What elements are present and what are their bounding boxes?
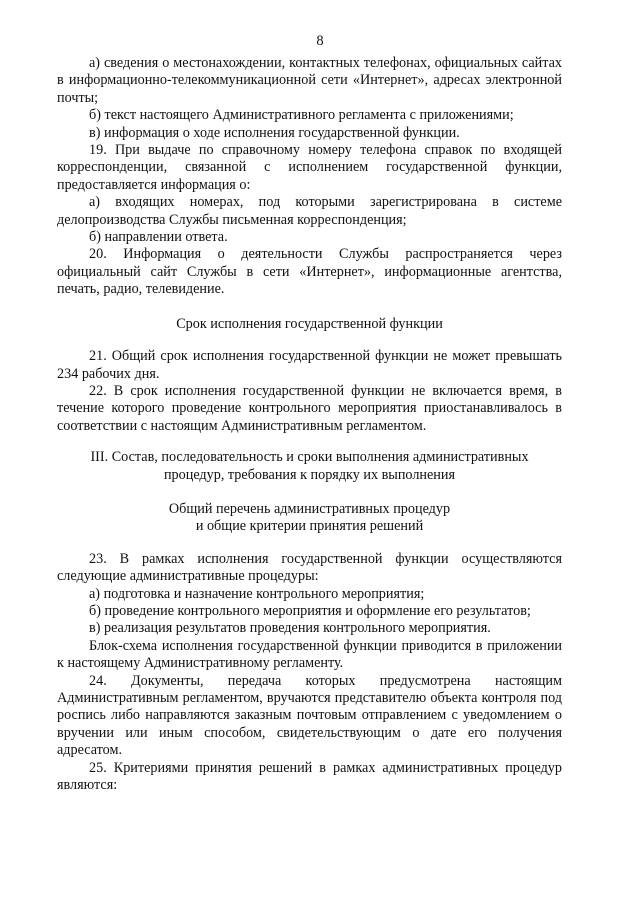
paragraph-23-v: в) реализация результатов проведения контрольного мероприятия.	[89, 620, 491, 637]
paragraph-19-b: б) направлении ответа.	[89, 229, 228, 246]
heading-term: Срок исполнения государственной функции	[176, 315, 443, 332]
paragraph-22: 22. В срок исполнения государственной функции не включается время, в течение которого проведение контрольного мероприятия приостанавливалось в соответствии с настоящим Административным регламентом.	[57, 382, 562, 434]
paragraph-20: 20. Информация о деятельности Службы распространяется через официальный сайт Службы в сети «Интернет», информационные агентства, печать, радио, телевидение.	[57, 246, 562, 298]
subheading-line-1: Общий перечень административных процедур	[168, 500, 451, 517]
document-body	[57, 55, 562, 794]
paragraph-block-diagram: Блок-схема исполнения государственной функции приводится в приложении к настоящему Административному регламенту.	[57, 637, 562, 672]
paragraph-23: 23. В рамках исполнения государственной функции осуществляются следующие административные процедуры:	[57, 550, 562, 585]
paragraph-info-a: а) сведения о местонахождении, контактных телефонах, официальных сайтах в информационно-телекоммуникационной сети «Интернет», адресах электронной почты;	[57, 55, 562, 106]
paragraph-21: 21. Общий срок исполнения государственной функции не может превышать 234 рабочих дня.	[57, 348, 562, 382]
paragraph-23-b: б) проведение контрольного мероприятия и оформление его результатов;	[89, 602, 531, 619]
subheading-line-2: и общие критерии принятия решений	[195, 518, 424, 535]
paragraph-19-a: а) входящих номерах, под которыми зарегистрирована в системе делопроизводства Службы письменная корреспонденция;	[57, 194, 562, 228]
section-heading-line-2: процедур, требования к порядку их выполнения	[163, 466, 456, 483]
section-heading-line-1: III. Состав, последовательность и сроки выполнения административных	[90, 449, 529, 466]
paragraph-19: 19. При выдаче по справочному номеру телефона справок по входящей корреспонденции, связанной с исполнением государственной функции, предоставляется информация о:	[57, 142, 562, 193]
paragraph-info-b: б) текст настоящего Административного регламента с приложениями;	[89, 107, 514, 124]
paragraph-25: 25. Критериями принятия решений в рамках административных процедур являются:	[57, 759, 562, 794]
page-number: 8	[316, 33, 324, 49]
paragraph-24: 24. Документы, передача которых предусмотрена настоящим Административным регламентом, вручаются представителю объекта контроля под роспись либо направляются заказным почтовым отправлением с уведомлением о вручении или иным способом, свидетельствующим о дате его получения адресатом.	[57, 672, 562, 759]
paragraph-23-a: а) подготовка и назначение контрольного мероприятия;	[89, 585, 425, 602]
paragraph-info-v: в) информация о ходе исполнения государственной функции.	[89, 124, 460, 141]
